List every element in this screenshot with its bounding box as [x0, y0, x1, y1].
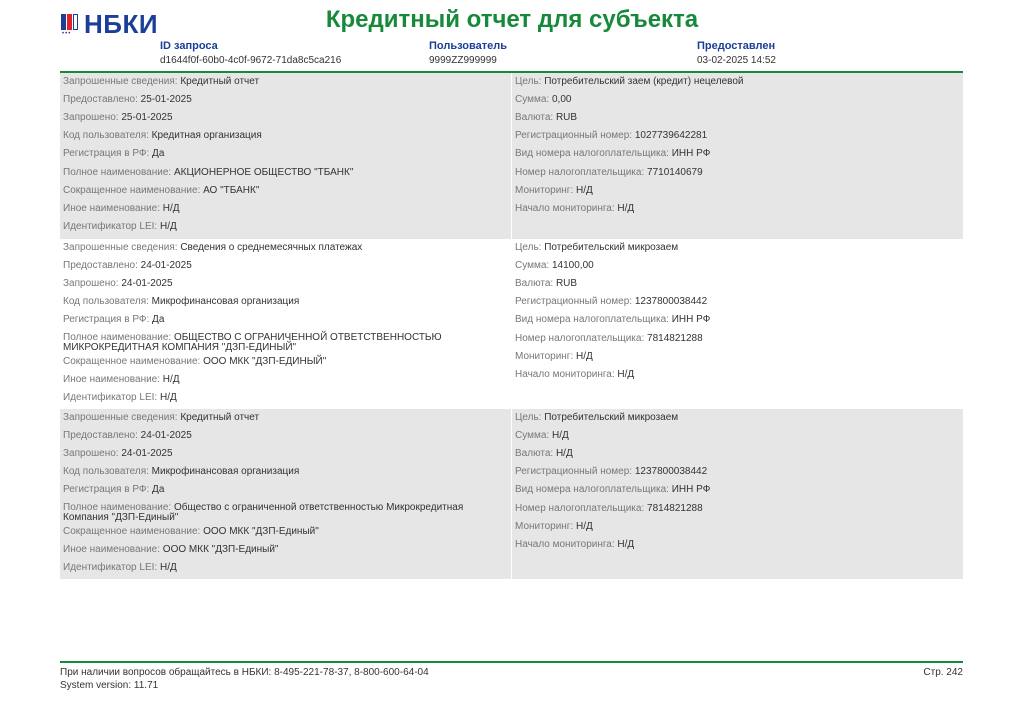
field-label: Вид номера налогоплательщика:	[515, 484, 672, 495]
field-value: Н/Д	[551, 430, 569, 441]
field-label: Код пользователя:	[63, 296, 152, 307]
field-value: Н/Д	[576, 351, 593, 362]
header-label: Пользователь	[429, 40, 508, 52]
field-label: Цель:	[515, 412, 545, 423]
header-request-id	[160, 40, 341, 66]
field-value: 7814821288	[647, 333, 703, 344]
field-value: 1237800038442	[634, 296, 708, 307]
field-label: Номер налогоплательщика:	[515, 503, 648, 514]
field-value: Н/Д	[617, 203, 635, 214]
field-row	[515, 113, 960, 123]
field-row	[63, 149, 508, 159]
field-label: Код пользователя:	[63, 130, 152, 141]
field-row	[63, 113, 508, 123]
field-label: Регистрация в РФ:	[63, 314, 153, 325]
header-label: Предоставлен	[697, 40, 776, 52]
field-label: Сумма:	[515, 260, 552, 271]
field-label: Запрошено:	[63, 112, 122, 123]
loan-info-column	[512, 73, 963, 239]
field-value: Сведения о среднемесячных платежах	[180, 242, 363, 253]
request-info-column	[60, 239, 511, 409]
field-row	[63, 357, 508, 367]
field-row	[63, 297, 508, 307]
field-label: Сокращенное наименование:	[63, 526, 204, 537]
field-value: Потребительский микрозаем	[544, 242, 679, 253]
field-row	[63, 243, 508, 253]
field-value: 24-01-2025	[140, 430, 192, 441]
field-row	[63, 168, 508, 178]
field-value: Н/Д	[617, 539, 635, 550]
field-value: Потребительский микрозаем	[544, 412, 679, 423]
field-row	[515, 204, 960, 214]
field-value: ОБЩЕСТВО С ОГРАНИЧЕННОЙ ОТВЕТСТВЕННОСТЬЮ МИКРОКРЕДИТНАЯ КОМПАНИЯ "ДЗП-ЕДИНЫЙ"	[63, 332, 442, 353]
field-value: Н/Д	[159, 392, 177, 403]
field-label: Регистрация в РФ:	[63, 484, 153, 495]
field-row	[515, 504, 960, 514]
field-value: 7814821288	[647, 503, 703, 514]
field-row	[63, 333, 508, 353]
field-value: Н/Д	[617, 369, 635, 380]
nbki-logo-icon: •••	[60, 14, 78, 36]
field-row	[63, 77, 508, 87]
field-label: Запрошенные сведения:	[63, 242, 181, 253]
field-value: 24-01-2025	[140, 260, 192, 271]
field-label: Валюта:	[515, 278, 556, 289]
field-row	[63, 204, 508, 214]
field-label: Идентификатор LEI:	[63, 392, 160, 403]
field-label: Идентификатор LEI:	[63, 221, 160, 232]
field-label: Полное наименование:	[63, 332, 174, 343]
field-row	[515, 540, 960, 550]
field-row	[63, 449, 508, 459]
field-row	[515, 352, 960, 362]
field-row	[515, 168, 960, 178]
field-label: Сокращенное наименование:	[63, 185, 204, 196]
field-label: Валюта:	[515, 448, 556, 459]
field-value: ООО МКК "ДЗП-Единый"	[162, 544, 279, 555]
field-row	[515, 431, 960, 441]
footer-contact: При наличии вопросов обращайтесь в НБКИ: 8-495-221-78-37, 8-800-600-64-04	[60, 667, 429, 678]
field-label: Предоставлено:	[63, 94, 141, 105]
field-label: Сокращенное наименование:	[63, 356, 204, 367]
field-value: АО "ТБАНК"	[203, 185, 260, 196]
footer-page-number: Стр. 242	[923, 667, 963, 678]
credit-record-section	[60, 409, 963, 579]
field-row	[63, 315, 508, 325]
field-value: 25-01-2025	[121, 112, 173, 123]
field-value: Н/Д	[159, 221, 177, 232]
field-row	[63, 467, 508, 477]
field-row	[515, 522, 960, 532]
field-row	[515, 297, 960, 307]
field-label: Мониторинг:	[515, 185, 577, 196]
field-value: Потребительский заем (кредит) нецелевой	[544, 76, 744, 87]
field-row	[515, 261, 960, 271]
field-label: Регистрационный номер:	[515, 466, 635, 477]
field-row	[63, 485, 508, 495]
field-label: Номер налогоплательщика:	[515, 167, 648, 178]
field-row	[515, 77, 960, 87]
field-value: Н/Д	[555, 448, 573, 459]
field-label: Иное наименование:	[63, 374, 163, 385]
field-label: Вид номера налогоплательщика:	[515, 148, 672, 159]
field-row	[515, 449, 960, 459]
field-value: Да	[152, 484, 165, 495]
field-row	[515, 243, 960, 253]
field-row	[63, 413, 508, 423]
field-value: ИНН РФ	[671, 484, 711, 495]
loan-info-column	[512, 409, 963, 579]
field-row	[63, 261, 508, 271]
field-row	[63, 95, 508, 105]
field-label: Запрошенные сведения:	[63, 412, 181, 423]
field-label: Идентификатор LEI:	[63, 562, 160, 573]
field-row	[63, 393, 508, 403]
field-label: Полное наименование:	[63, 167, 174, 178]
field-row	[63, 375, 508, 385]
field-label: Цель:	[515, 242, 545, 253]
field-label: Мониторинг:	[515, 521, 577, 532]
field-row	[515, 186, 960, 196]
header-value: d1644f0f-60b0-4c0f-9672-71da8c5ca216	[160, 55, 342, 66]
field-value: Н/Д	[576, 185, 593, 196]
request-info-column	[60, 409, 511, 579]
field-value: 0,00	[551, 94, 572, 105]
field-row	[63, 131, 508, 141]
field-label: Запрошенные сведения:	[63, 76, 181, 87]
field-label: Иное наименование:	[63, 203, 163, 214]
field-row	[515, 334, 960, 344]
field-row	[63, 222, 508, 232]
field-value: 1027739642281	[634, 130, 708, 141]
field-value: Н/Д	[576, 521, 593, 532]
field-row	[63, 503, 508, 523]
field-value: Микрофинансовая организация	[151, 296, 300, 307]
field-value: RUB	[555, 278, 578, 289]
field-value: 7710140679	[647, 167, 703, 178]
header-user	[429, 40, 507, 66]
request-info-column	[60, 73, 511, 239]
field-row	[515, 131, 960, 141]
field-value: 24-01-2025	[121, 448, 173, 459]
field-label: Сумма:	[515, 430, 552, 441]
field-label: Номер налогоплательщика:	[515, 333, 648, 344]
field-label: Сумма:	[515, 94, 552, 105]
field-value: RUB	[555, 112, 578, 123]
loan-info-column	[512, 239, 963, 409]
field-row	[515, 149, 960, 159]
header-value: 9999ZZ999999	[429, 55, 497, 66]
field-label: Вид номера налогоплательщика:	[515, 314, 672, 325]
field-label: Начало мониторинга:	[515, 369, 618, 380]
field-value: 24-01-2025	[121, 278, 173, 289]
header-provided	[697, 40, 776, 66]
field-row	[63, 431, 508, 441]
field-value: Кредитный отчет	[180, 412, 260, 423]
page-title: Кредитный отчет для субъекта	[325, 6, 699, 33]
field-label: Регистрация в РФ:	[63, 148, 153, 159]
field-label: Цель:	[515, 76, 545, 87]
footer-divider	[60, 661, 963, 663]
field-row	[515, 279, 960, 289]
header-label: ID запроса	[160, 40, 218, 52]
field-value: ООО МКК "ДЗП-ЕДИНЫЙ"	[203, 356, 327, 367]
field-value: 25-01-2025	[140, 94, 192, 105]
field-row	[63, 279, 508, 289]
field-row	[63, 527, 508, 537]
field-label: Предоставлено:	[63, 430, 141, 441]
field-label: Регистрационный номер:	[515, 130, 635, 141]
field-value: Кредитный отчет	[180, 76, 260, 87]
field-value: Н/Д	[162, 374, 180, 385]
field-row	[515, 413, 960, 423]
field-value: Да	[152, 148, 165, 159]
field-row	[63, 563, 508, 573]
header-value: 03-02-2025 14:52	[697, 55, 776, 66]
field-row	[515, 485, 960, 495]
field-value: Да	[152, 314, 165, 325]
field-label: Полное наименование:	[63, 502, 174, 513]
logo-text: НБКИ	[84, 9, 159, 39]
field-label: Запрошено:	[63, 448, 122, 459]
footer-version: System version: 11.71	[60, 680, 159, 691]
field-value: Общество с ограниченной ответственностью Микрокредитная Компания "ДЗП-Единый"	[63, 502, 464, 523]
field-value: Кредитная организация	[151, 130, 262, 141]
field-value: Микрофинансовая организация	[151, 466, 300, 477]
field-value: ИНН РФ	[671, 314, 711, 325]
field-value: 1237800038442	[634, 466, 708, 477]
field-row	[515, 95, 960, 105]
field-label: Начало мониторинга:	[515, 203, 618, 214]
field-label: Регистрационный номер:	[515, 296, 635, 307]
field-label: Предоставлено:	[63, 260, 141, 271]
field-label: Мониторинг:	[515, 351, 577, 362]
field-label: Иное наименование:	[63, 544, 163, 555]
field-label: Начало мониторинга:	[515, 539, 618, 550]
field-row	[515, 315, 960, 325]
field-label: Код пользователя:	[63, 466, 152, 477]
credit-record-section	[60, 239, 963, 409]
credit-record-section	[60, 73, 963, 239]
field-label: Валюта:	[515, 112, 556, 123]
field-value: Н/Д	[159, 562, 177, 573]
field-label: Запрошено:	[63, 278, 122, 289]
field-value: ООО МКК "ДЗП-Единый"	[203, 526, 319, 537]
field-row	[515, 467, 960, 477]
field-value: АКЦИОНЕРНОЕ ОБЩЕСТВО "ТБАНК"	[173, 167, 354, 178]
field-value: 14100,00	[551, 260, 594, 271]
field-row	[63, 186, 508, 196]
field-value: Н/Д	[162, 203, 180, 214]
field-row	[63, 545, 508, 555]
field-value: ИНН РФ	[671, 148, 711, 159]
field-row	[515, 370, 960, 380]
